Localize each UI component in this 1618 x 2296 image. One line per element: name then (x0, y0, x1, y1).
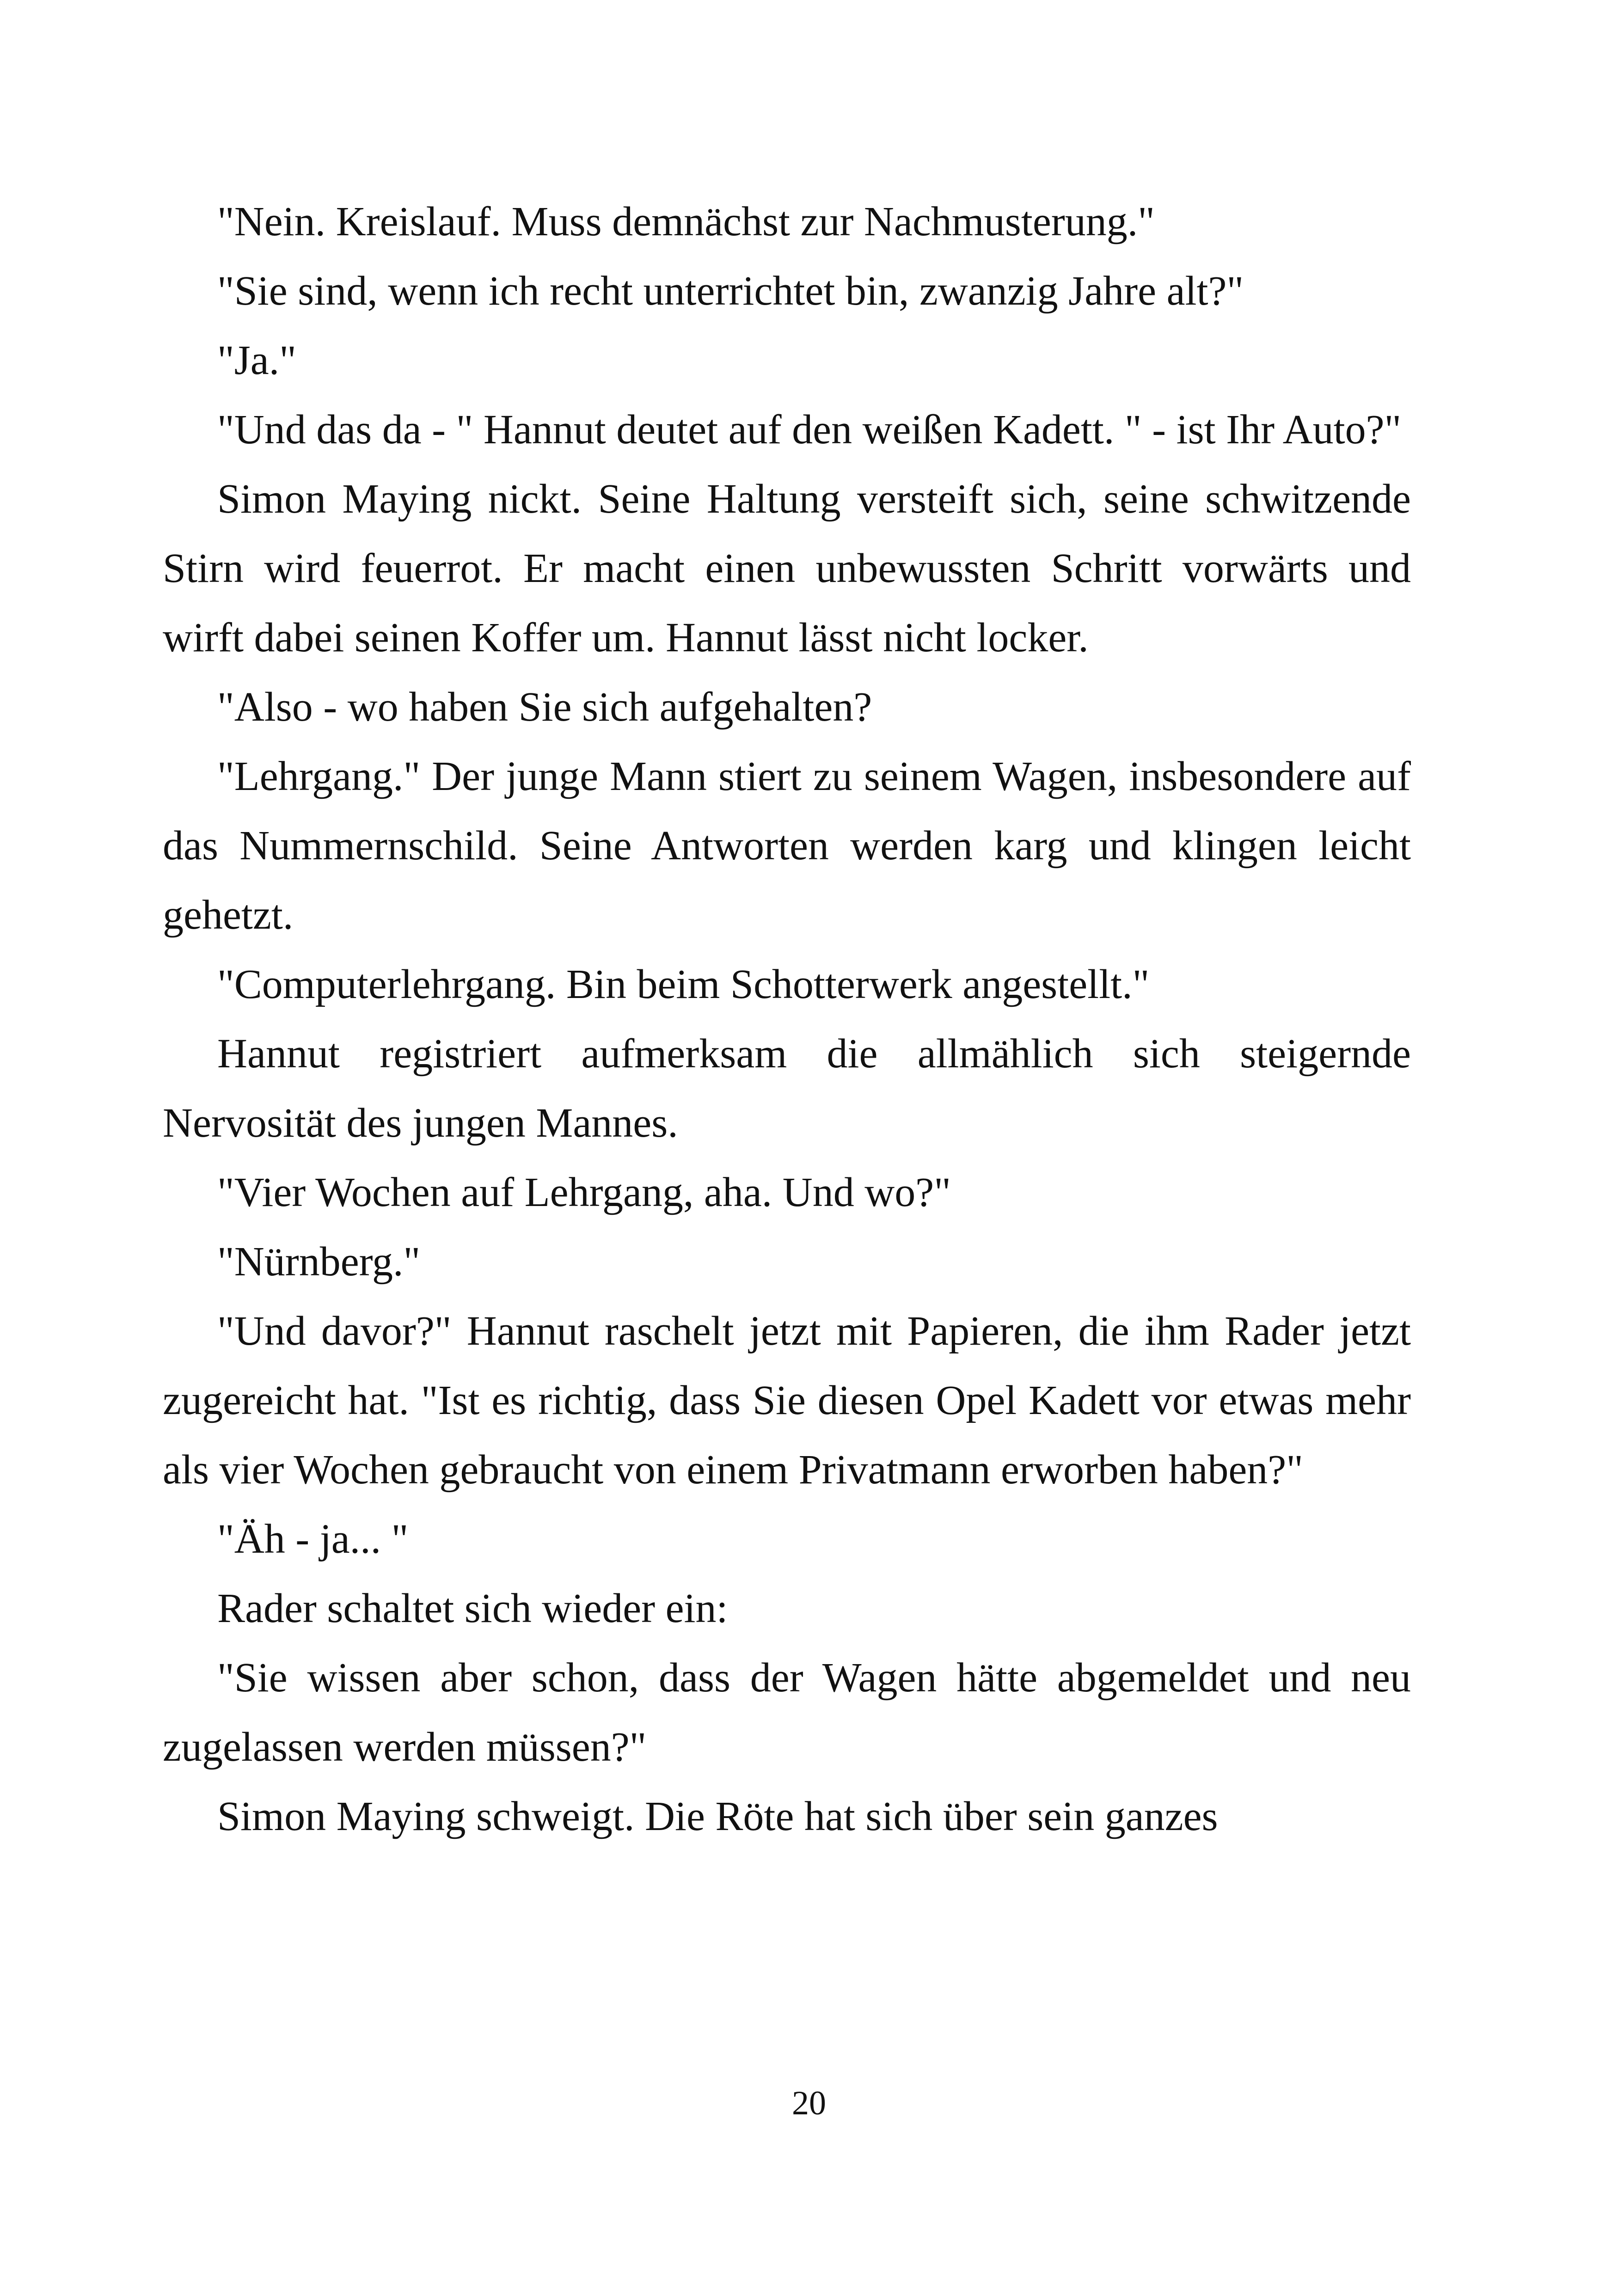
paragraph: "Also - wo haben Sie sich aufgehalten? (217, 684, 872, 730)
paragraph: "Und davor?" Hannut raschelt jetzt mit Papieren, die ihm Rader jetzt zugereicht hat. "Ist es richtig, dass Sie diesen Opel Kadett vor etwas mehr als vier Wochen gebraucht von einem Privatmann erworben haben?" (163, 1308, 1411, 1493)
paragraph: "Und das da - " Hannut deutet auf den weißen Kadett. " - ist Ihr Auto?" (217, 407, 1402, 453)
paragraph: "Äh - ja... " (217, 1516, 409, 1562)
paragraph: "Nein. Kreislauf. Muss demnächst zur Nachmusterung." (217, 199, 1155, 245)
paragraph: "Lehrgang." Der junge Mann stiert zu seinem Wagen, insbesondere auf das Nummernschild. Seine Antworten werden karg und klingen leicht gehetzt. (163, 753, 1411, 938)
body-text (163, 187, 1411, 1851)
page-number: 20 (792, 2084, 826, 2122)
paragraph: Rader schaltet sich wieder ein: (217, 1586, 728, 1631)
paragraph: "Vier Wochen auf Lehrgang, aha. Und wo?" (217, 1169, 951, 1215)
paragraph: "Ja." (217, 337, 296, 383)
paragraph: "Computerlehrgang. Bin beim Schotterwerk angestellt." (217, 961, 1150, 1007)
paragraph: Hannut registriert aufmerksam die allmählich sich steigernde Nervosität des jungen Mannes. (163, 1031, 1411, 1146)
paragraph: "Sie sind, wenn ich recht unterrichtet bin, zwanzig Jahre alt?" (217, 268, 1244, 314)
paragraph: Simon Maying schweigt. Die Röte hat sich über sein ganzes (217, 1794, 1218, 1839)
paragraph: "Nürnberg." (217, 1239, 421, 1285)
paragraph: "Sie wissen aber schon, dass der Wagen hätte abgemeldet und neu zugelassen werden müssen?" (163, 1655, 1411, 1770)
paragraph: Simon Maying nickt. Seine Haltung versteift sich, seine schwitzende Stirn wird feuerrot. Er macht einen unbewussten Schritt vorwärts und wirft dabei seinen Koffer um. Hannut lässt nicht locker. (163, 476, 1411, 661)
